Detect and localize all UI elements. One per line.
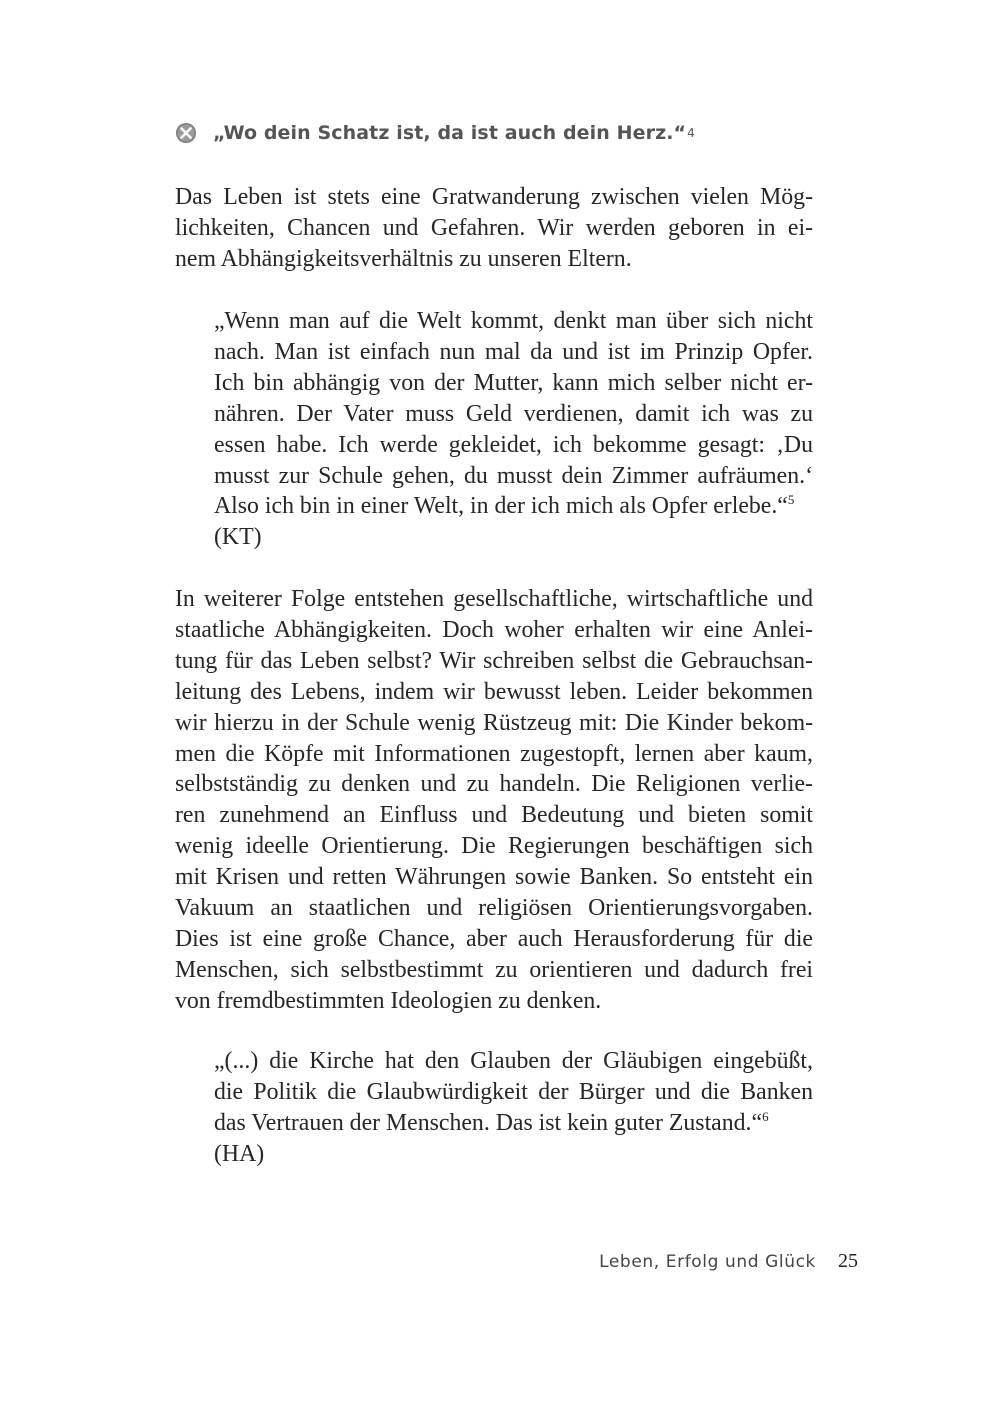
quote-line: musst zur Schule gehen, du musst dein Zimmer aufräumen.‘ — [214, 462, 813, 489]
paragraph-line: nem Abhängigkeitsverhältnis zu unseren Eltern. — [175, 245, 632, 272]
paragraph-line: ren zunehmend an Einfluss und Bedeutung und bieten somit — [175, 802, 813, 829]
quote-source: (KT) — [214, 524, 262, 551]
paragraph-line: men die Köpfe mit Informationen zugestopft, lernen aber kaum, — [175, 740, 813, 767]
heading-footnote-ref[interactable]: 4 — [687, 126, 695, 140]
page-number: 25 — [838, 1250, 858, 1272]
paragraph-line: wenig ideelle Orientierung. Die Regierungen beschäftigen sich — [175, 833, 813, 860]
paragraph-main — [175, 584, 813, 1017]
footnote-ref[interactable]: 5 — [787, 492, 795, 508]
paragraph-line: In weiterer Folge entstehen gesellschaftliche, wirtschaftliche und — [175, 586, 813, 612]
quote-line — [214, 491, 813, 522]
block-quote-kt — [214, 306, 813, 553]
paragraph-line: mit Krisen und retten Währungen sowie Banken. So entsteht ein — [175, 864, 813, 891]
paragraph-line: staatliche Abhängigkeiten. Doch woher erhalten wir eine Anlei- — [175, 616, 813, 643]
paragraph-line: Menschen, sich selbstbestimmt zu orientieren und dadurch frei — [175, 956, 813, 983]
quote-line-text: Also ich bin in einer Welt, in der ich mich als Opfer erlebe.“ — [214, 493, 788, 520]
heading-text: „Wo dein Schatz ist, da ist auch dein Herz.“ — [213, 122, 687, 144]
quote-line: nähren. Der Vater muss Geld verdienen, damit ich was zu — [214, 400, 813, 427]
quote-line — [214, 1108, 813, 1139]
paragraph-line: tung für das Leben selbst? Wir schreiben selbst die Gebrauchsan- — [175, 647, 813, 674]
footnote-ref[interactable]: 6 — [762, 1108, 769, 1124]
cross-circle-icon — [175, 122, 197, 144]
quote-line: die Politik die Glaubwürdigkeit der Bürger und die Banken — [214, 1078, 813, 1105]
paragraph-line: Das Leben ist stets eine Gratwanderung zwischen vielen Mög- — [175, 184, 813, 210]
running-title: Leben, Erfolg und Glück — [599, 1252, 816, 1272]
paragraph-line: lichkeiten, Chancen und Gefahren. Wir werden geboren in ei- — [175, 214, 813, 241]
section-heading — [175, 122, 695, 144]
quote-source: (HA) — [214, 1140, 265, 1167]
quote-line: essen habe. Ich werde gekleidet, ich bekomme gesagt: ‚Du — [214, 431, 813, 458]
paragraph-line: Vakuum an staatlichen und religiösen Orientierungsvorgaben. — [175, 895, 813, 922]
page-footer — [599, 1250, 858, 1273]
paragraph-line: leitung des Lebens, indem wir bewusst leben. Leider bekommen — [175, 678, 813, 705]
quote-line: nach. Man ist einfach nun mal da und ist im Prinzip Opfer. — [214, 338, 813, 365]
paragraph-line: von fremdbestimmten Ideologien zu denken. — [175, 987, 602, 1014]
paragraph-line: selbstständig zu denken und zu handeln. Die Religionen verlie- — [175, 771, 813, 798]
paragraph-line: wir hierzu in der Schule wenig Rüstzeug mit: Die Kinder bekom- — [175, 709, 813, 736]
quote-line-text: das Vertrauen der Menschen. Das ist kein guter Zustand.“ — [214, 1109, 763, 1136]
quote-line: „Wenn man auf die Welt kommt, denkt man über sich nicht — [214, 308, 813, 334]
quote-line: Ich bin abhängig von der Mutter, kann mich selber nicht er- — [214, 369, 813, 396]
quote-line: „(...) die Kirche hat den Glauben der Gläubigen eingebüßt, — [214, 1048, 813, 1074]
paragraph-intro — [175, 182, 813, 275]
block-quote-ha — [214, 1046, 813, 1170]
paragraph-line: Dies ist eine große Chance, aber auch Herausforderung für die — [175, 925, 813, 952]
